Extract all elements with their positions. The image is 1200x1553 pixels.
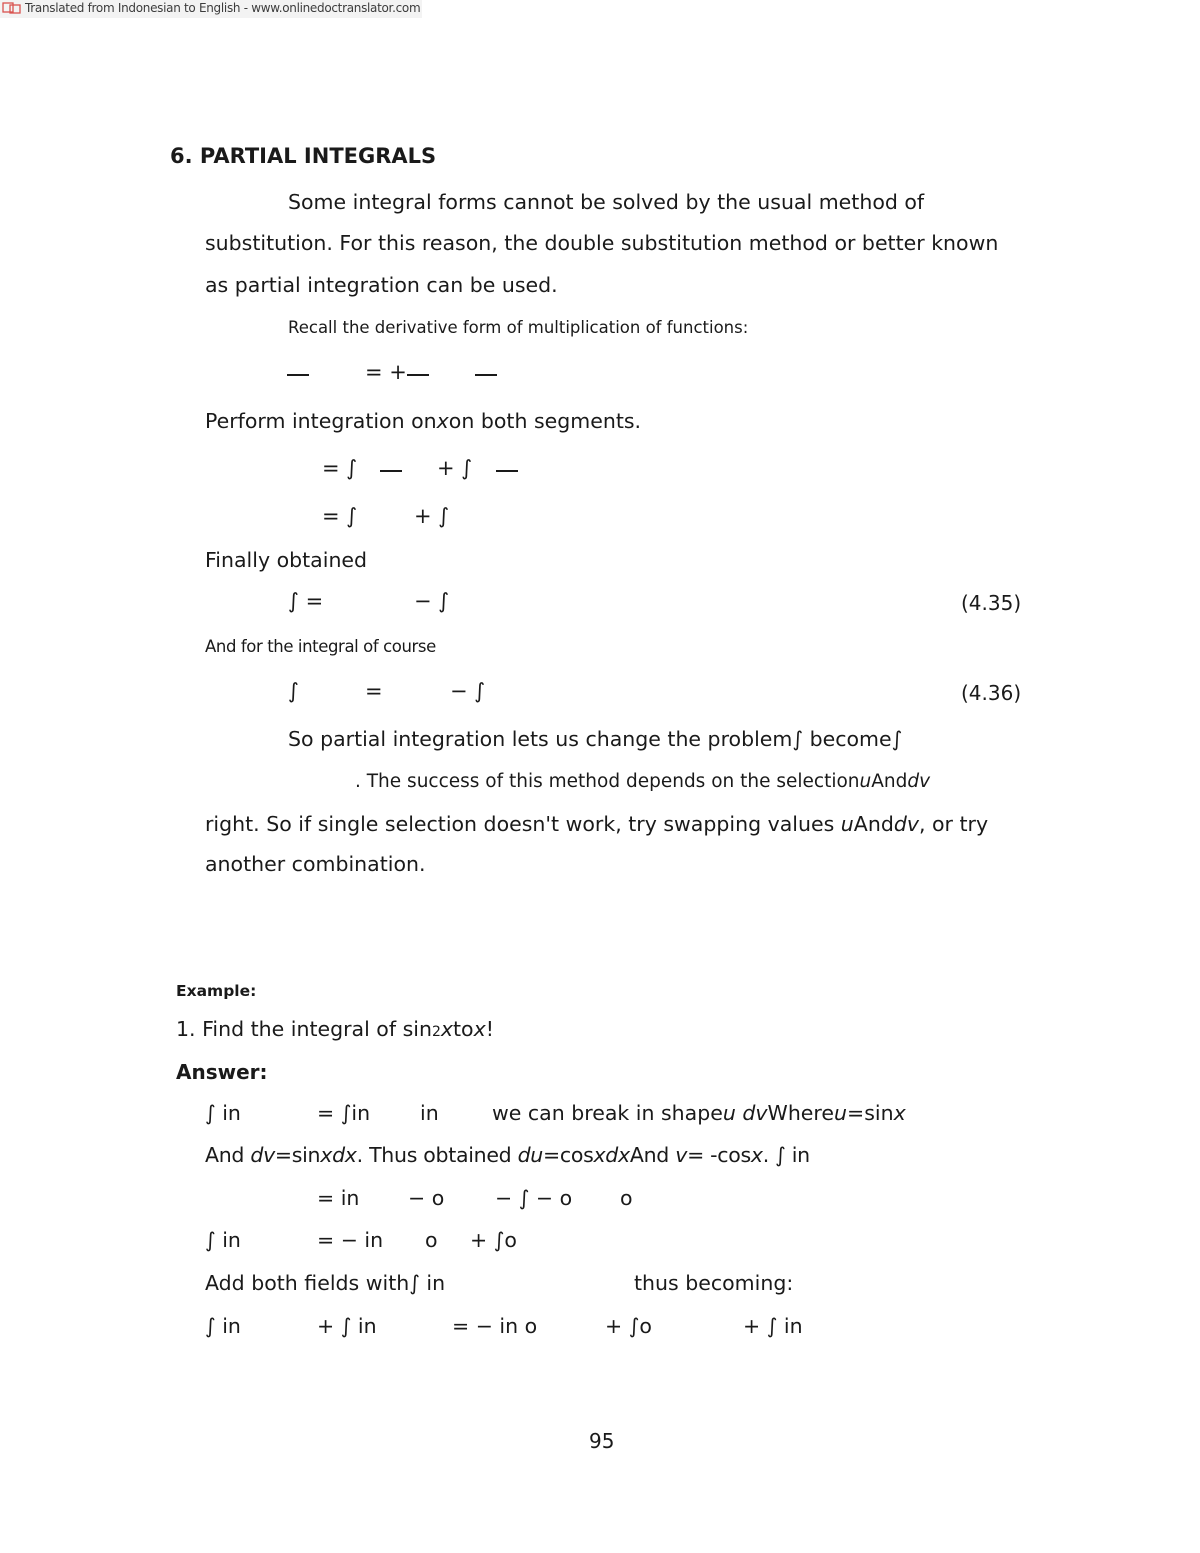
answer-line-6-c4: + ∫o [605,1314,652,1338]
eq435-lhs: ∫ = [288,589,324,613]
step1-plus: + ∫ [437,456,473,480]
answer-line-6-c5: + ∫ in [743,1314,803,1338]
equation-number: (4.36) [961,681,1022,705]
answer-line-1-c1: ∫ in [205,1101,241,1125]
fraction-bar [287,374,309,376]
example-label: Example: [176,982,257,1000]
answer-label: Answer: [176,1060,268,1084]
answer-line-4-c1: ∫ in [205,1228,241,1252]
recall-text: Recall the derivative form of multiplication of functions: [288,318,749,337]
deriv-eq-ops: = + [365,360,407,384]
answer-line-4-c3: o [425,1228,438,1252]
answer-line-1-c2: = ∫in [317,1101,371,1125]
fraction-bar [407,374,429,376]
answer-line-1-c4: we can break in shapeu dvWhereu=sinx [492,1101,906,1125]
step2-eq: = ∫ [322,504,358,528]
answer-line-6-c2: + ∫ in [317,1314,377,1338]
answer-line-6-c1: ∫ in [205,1314,241,1338]
right-line: right. So if single selection doesn't work, try swapping values uAnddv, or try [205,812,989,836]
eq436-rhs: − ∫ [450,679,486,703]
eq436-mid: = [365,679,383,703]
fraction-bar [496,470,518,472]
answer-line-6-c3: = − in o [452,1314,538,1338]
answer-line-4-c4: + ∫o [470,1228,517,1252]
definite-text: And for the integral of course [205,637,436,656]
intro-line-1: Some integral forms cannot be solved by the usual method of [288,190,925,214]
answer-line-5-c1: Add both fields with∫ in [205,1271,446,1295]
intro-line-3: as partial integration can be used. [205,273,558,297]
answer-line-3-c1: = in [317,1186,360,1210]
finally-text: Finally obtained [205,548,368,572]
answer-line-2: And dv=sinxdx. Thus obtained du=cosxdxAnd v= -cosx. ∫ in [205,1143,810,1167]
answer-line-3-c2: − o [408,1186,445,1210]
section-heading: 6. PARTIAL INTEGRALS [170,144,437,168]
answer-line-5-c2: thus becoming: [634,1271,794,1295]
intro-line-2: substitution. For this reason, the double substitution method or better known [205,231,999,255]
success-line: . The success of this method depends on the selectionuAnddv [355,771,931,792]
translation-banner[interactable] [0,0,422,18]
banner-text[interactable]: Translated from Indonesian to English - www.onlinedoctranslator.com [25,1,421,15]
translate-icon [2,2,22,14]
fraction-bar [380,470,402,472]
question-1: 1. Find the integral of sin2xtox! [176,1017,494,1041]
equation-number: (4.35) [961,591,1022,615]
answer-line-4-c2: = − in [317,1228,384,1252]
step1-eq: = ∫ [322,456,358,480]
answer-line-1-c3: in [420,1101,439,1125]
page-number: 95 [589,1429,615,1453]
answer-line-3-c4: o [620,1186,633,1210]
eq436-lhs: ∫ [288,679,299,703]
step2-plus: + ∫ [414,504,450,528]
perform-text: Perform integration onxon both segments. [205,409,642,433]
eq435-rhs: − ∫ [414,589,450,613]
so-line: So partial integration lets us change the problem∫ become∫ [288,727,903,751]
fraction-bar [475,374,497,376]
another-line: another combination. [205,852,426,876]
answer-line-3-c3: − ∫ − o [495,1186,573,1210]
